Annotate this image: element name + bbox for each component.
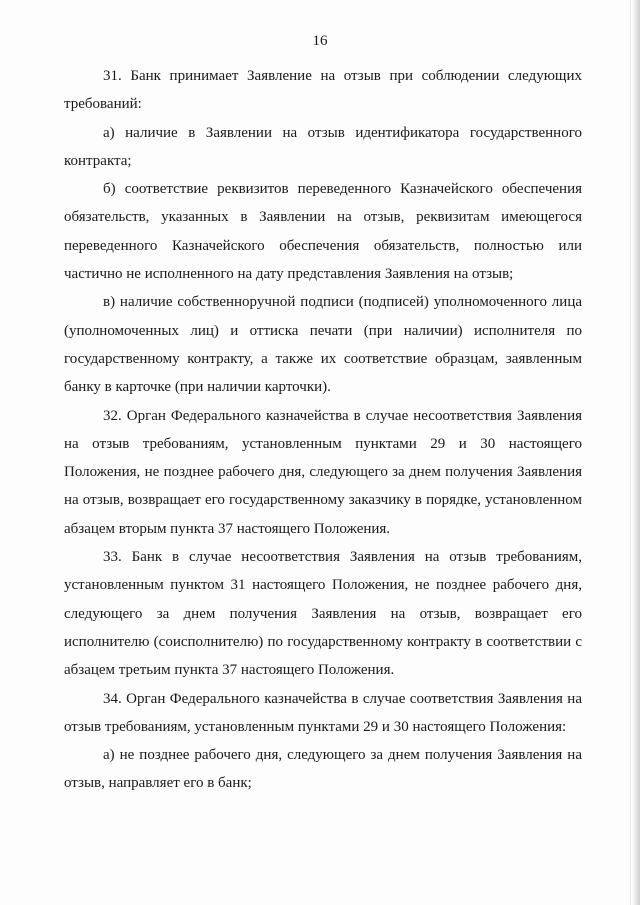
paragraph-31-c: в) наличие собственноручной подписи (подписей) уполномоченного лица (уполномоченных лиц) и оттиска печати (при наличии) исполнителя по государственному контракту, а также их соответствие образцам, заявленным банку в карточке (при наличии карточки). [64, 294, 582, 396]
scan-edge-line [630, 0, 631, 905]
document-body [64, 62, 582, 798]
paragraph-31-a: а) наличие в Заявлении на отзыв идентификатора государственного контракта; [64, 124, 582, 169]
paragraph-31: 31. Банк принимает Заявление на отзыв при соблюдении следующих требований: [64, 68, 582, 113]
paragraph-34: 34. Орган Федерального казначейства в случае соответствия Заявления на отзыв требованиям, установленным пунктами 29 и 30 настоящего Положения: [64, 690, 582, 735]
paragraph-31-b: б) соответствие реквизитов переведенного Казначейского обеспечения обязательств, указанных в Заявлении на отзыв, реквизитам имеющегося переведенного Казначейского обеспечения обязательств, полностью или частично не исполненного на дату представления Заявления на отзыв; [64, 181, 582, 283]
scan-edge-shadow [632, 0, 640, 905]
page-number: 16 [312, 33, 328, 49]
paragraph-32: 32. Орган Федерального казначейства в случае несоответствия Заявления на отзыв требованиям, установленным пунктами 29 и 30 настоящего Положения, не позднее рабочего дня, следующего за днем получения Заявления на отзыв, возвращает его государственному заказчику в порядке, установленном абзацем вторым пункта 37 настоящего Положения. [64, 407, 582, 537]
paragraph-34-a: а) не позднее рабочего дня, следующего за днем получения Заявления на отзыв, направляет его в банк; [64, 747, 582, 792]
paragraph-33: 33. Банк в случае несоответствия Заявления на отзыв требованиям, установленным пунктом 31 настоящего Положения, не позднее рабочего дня, следующего за днем получения Заявления на отзыв, возвращает его исполнителю (соисполнителю) по государственному контракту в соответствии с абзацем третьим пункта 37 настоящего Положения. [64, 549, 582, 679]
